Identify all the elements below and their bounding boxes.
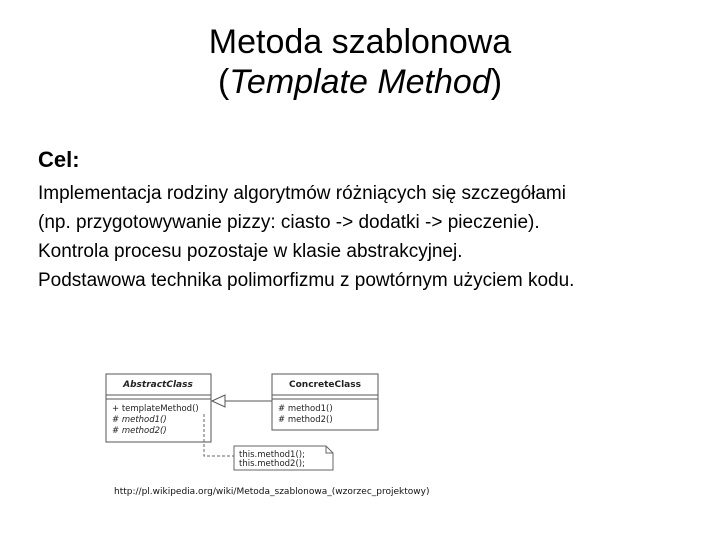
goal-heading: Cel: [38,147,80,172]
title-line-2 [0,62,720,102]
abstract-class-box [106,374,211,442]
title-paren-open: ( [217,63,230,101]
abstract-method-1: # method1() [112,415,167,425]
source-link[interactable]: http://pl.wikipedia.org/wiki/Metoda_szablonowa_(wzorzec_projektowy) [114,487,430,497]
inheritance-arrow [212,395,272,407]
goal-line-2: (np. przygotowywanie pizzy: ciasto -> dodatki -> pieczenie). [38,212,540,233]
goal-line-1: Implementacja rodziny algorytmów różniących się szczegółami [38,183,566,204]
title-line-1: Metoda szablonowa [208,23,512,61]
uml-class-diagram [104,370,394,480]
title-english-name: Template Method [229,63,491,101]
goal-line-4: Podstawowa technika polimorfizmu z powtórnym użyciem kodu. [38,270,575,291]
abstract-method-2: # method2() [112,426,167,436]
note-box [234,446,333,470]
concrete-method-1: # method1() [278,404,333,414]
concrete-method-2: # method2() [278,415,333,425]
note-line-1: this.method1(); [239,450,305,460]
title-paren-close: ) [490,63,503,101]
slide-title [0,22,720,102]
note-line-2: this.method2(); [239,459,305,469]
goal-description [38,179,708,295]
concrete-class-name: ConcreteClass [289,380,361,390]
abstract-class-name: AbstractClass [123,380,193,390]
concrete-class-box [272,374,378,430]
goal-line-3: Kontrola procesu pozostaje w klasie abstrakcyjnej. [38,241,463,262]
abstract-method-template: + templateMethod() [112,404,199,414]
